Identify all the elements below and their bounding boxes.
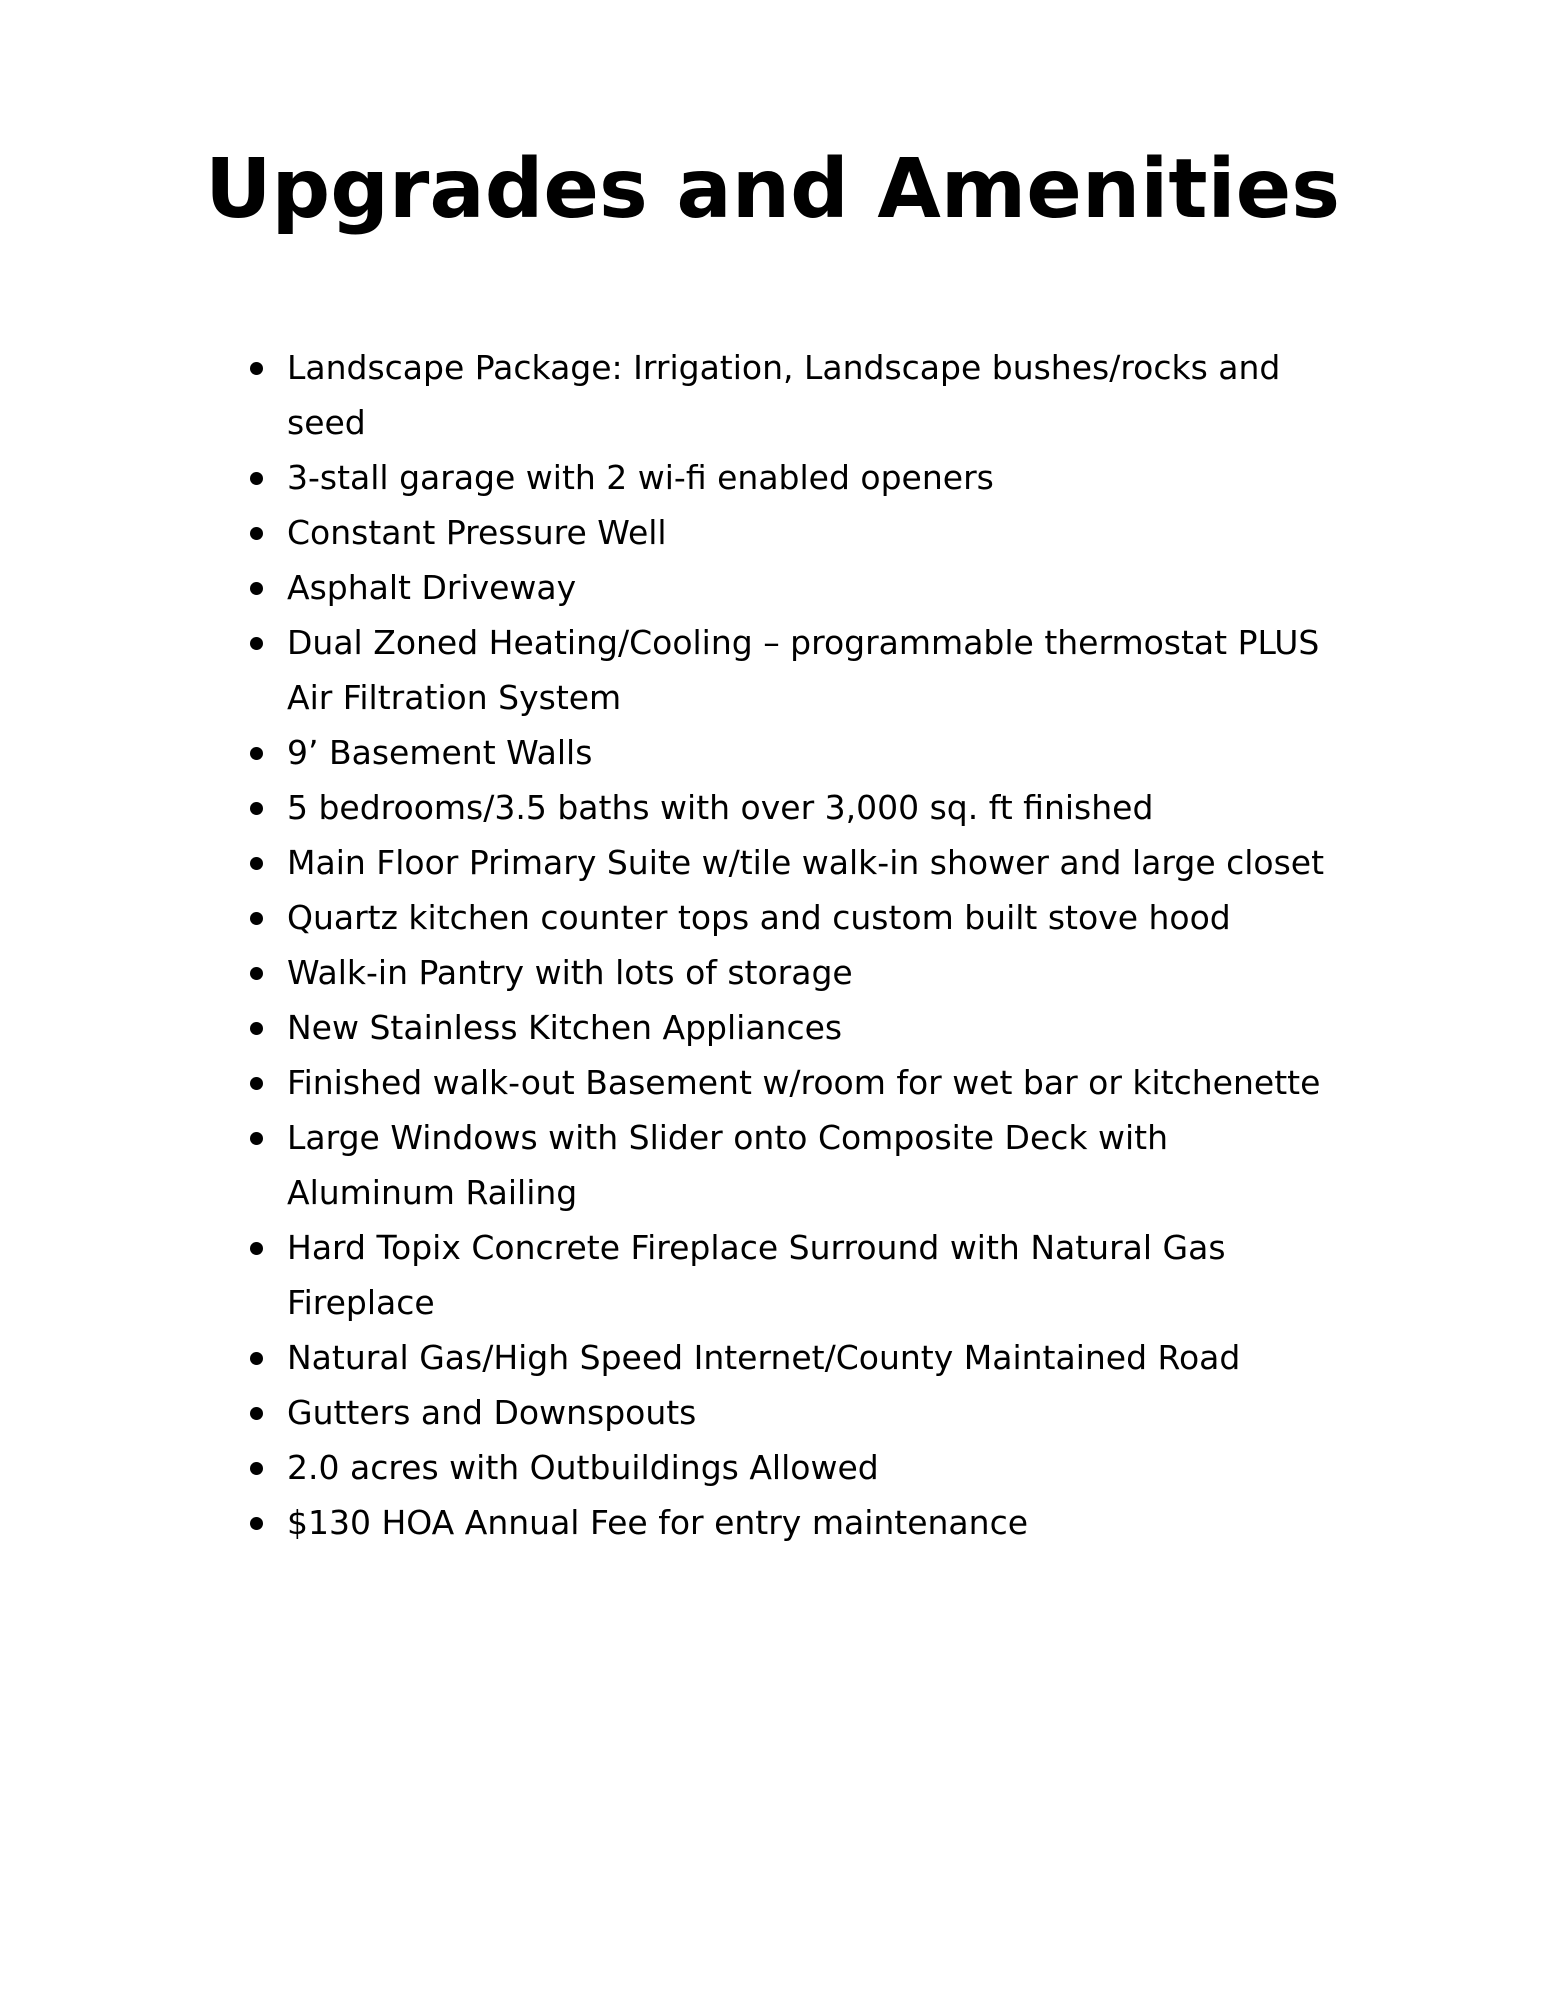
bullet-icon <box>250 1242 263 1255</box>
bullet-icon <box>250 1517 263 1530</box>
bullet-icon <box>250 1077 263 1090</box>
list-item-text: 2.0 acres with Outbuildings Allowed <box>287 1448 879 1487</box>
list-item <box>250 560 1330 615</box>
list-item <box>250 340 1330 450</box>
list-item <box>250 1055 1330 1110</box>
list-item-text: Main Floor Primary Suite w/tile walk-in shower and large closet <box>287 843 1325 882</box>
list-item <box>250 890 1330 945</box>
list-item <box>250 1000 1330 1055</box>
list-item <box>250 835 1330 890</box>
list-item-text: Asphalt Driveway <box>287 568 577 607</box>
list-item-text: 9’ Basement Walls <box>287 733 593 772</box>
bullet-icon <box>250 1022 263 1035</box>
bullet-icon <box>250 472 263 485</box>
bullet-icon <box>250 747 263 760</box>
list-item-text: Constant Pressure Well <box>287 513 667 552</box>
list-item-text: Large Windows with Slider onto Composite Deck with Aluminum Railing <box>287 1118 1169 1212</box>
list-item-text: 3-stall garage with 2 wi-fi enabled openers <box>287 458 994 497</box>
bullet-icon <box>250 1352 263 1365</box>
list-item <box>250 1385 1330 1440</box>
list-item <box>250 450 1330 505</box>
bullet-icon <box>250 967 263 980</box>
list-item <box>250 780 1330 835</box>
list-item <box>250 1495 1330 1550</box>
list-item <box>250 1110 1330 1220</box>
list-item <box>250 505 1330 560</box>
bullet-icon <box>250 912 263 925</box>
list-item-text: Walk-in Pantry with lots of storage <box>287 953 853 992</box>
bullet-icon <box>250 1407 263 1420</box>
list-item <box>250 1330 1330 1385</box>
amenities-list <box>250 340 1330 1550</box>
list-item <box>250 1220 1330 1330</box>
bullet-icon <box>250 802 263 815</box>
list-item <box>250 945 1330 1000</box>
list-item-text: 5 bedrooms/3.5 baths with over 3,000 sq. ft finished <box>287 788 1154 827</box>
bullet-icon <box>250 1132 263 1145</box>
list-item-text: Gutters and Downspouts <box>287 1393 697 1432</box>
bullet-icon <box>250 857 263 870</box>
list-item <box>250 615 1330 725</box>
list-item-text: $130 HOA Annual Fee for entry maintenance <box>287 1503 1029 1542</box>
bullet-icon <box>250 362 263 375</box>
list-item-text: New Stainless Kitchen Appliances <box>287 1008 843 1047</box>
list-item-text: Natural Gas/High Speed Internet/County Maintained Road <box>287 1338 1241 1377</box>
bullet-icon <box>250 582 263 595</box>
list-item <box>250 725 1330 780</box>
list-item-text: Finished walk-out Basement w/room for wet bar or kitchenette <box>287 1063 1321 1102</box>
list-item-text: Dual Zoned Heating/Cooling – programmable thermostat PLUS Air Filtration System <box>287 623 1320 717</box>
bullet-icon <box>250 1462 263 1475</box>
list-item-text: Landscape Package: Irrigation, Landscape bushes/rocks and seed <box>287 348 1281 442</box>
bullet-icon <box>250 637 263 650</box>
list-item <box>250 1440 1330 1495</box>
bullet-icon <box>250 527 263 540</box>
list-item-text: Hard Topix Concrete Fireplace Surround with Natural Gas Fireplace <box>287 1228 1226 1322</box>
page-title: Upgrades and Amenities <box>204 142 1341 237</box>
list-item-text: Quartz kitchen counter tops and custom built stove hood <box>287 898 1231 937</box>
